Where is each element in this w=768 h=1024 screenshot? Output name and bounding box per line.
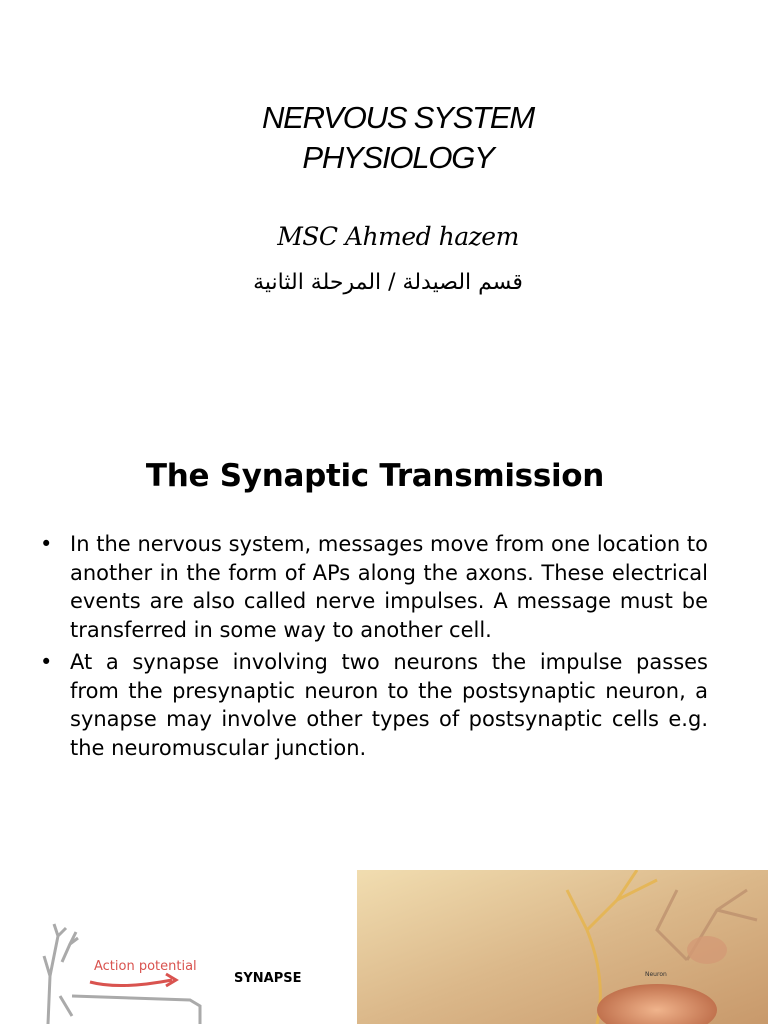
department-text: قسم الصيدلة / المرحلة الثانية [253,270,523,295]
slide-title [0,98,768,178]
bullet-text: In the nervous system, messages move from one location to another in the form of APs along the axons. These electrical events are also called nerve impulses. A message must be transferred in some way to another cell. [70,532,708,642]
dendrite-branch [44,924,78,1024]
slide-heading: The Synaptic Transmission [145,458,605,494]
title-line-2: PHYSIOLOGY [302,140,494,175]
bullet-text: At a synapse involving two neurons the impulse passes from the presynaptic neuron to the postsynaptic neuron, a synapse may involve other types of postsynaptic cells e.g. the neuromuscular junction. [70,650,708,760]
title-line-1: NERVOUS SYSTEM [261,100,535,135]
bullet-item [40,648,708,762]
title-slide [0,0,768,420]
image-slide [0,860,768,1024]
synapse-label: SYNAPSE [234,971,302,986]
bullet-list [40,530,708,766]
bullet-marker: • [40,650,53,674]
author-name: MSC Ahmed hazem [277,222,519,251]
neuron-photo [357,870,768,1024]
neuron-label: Neuron [645,971,667,978]
neuron-sketch [0,916,356,1024]
cell-body [687,936,727,964]
axon-line [72,996,200,1024]
bullet-marker: • [40,532,53,556]
content-slide [0,420,768,860]
bullet-item [40,530,708,644]
action-potential-label: Action potential [94,959,197,974]
arrow-curve [90,980,172,986]
